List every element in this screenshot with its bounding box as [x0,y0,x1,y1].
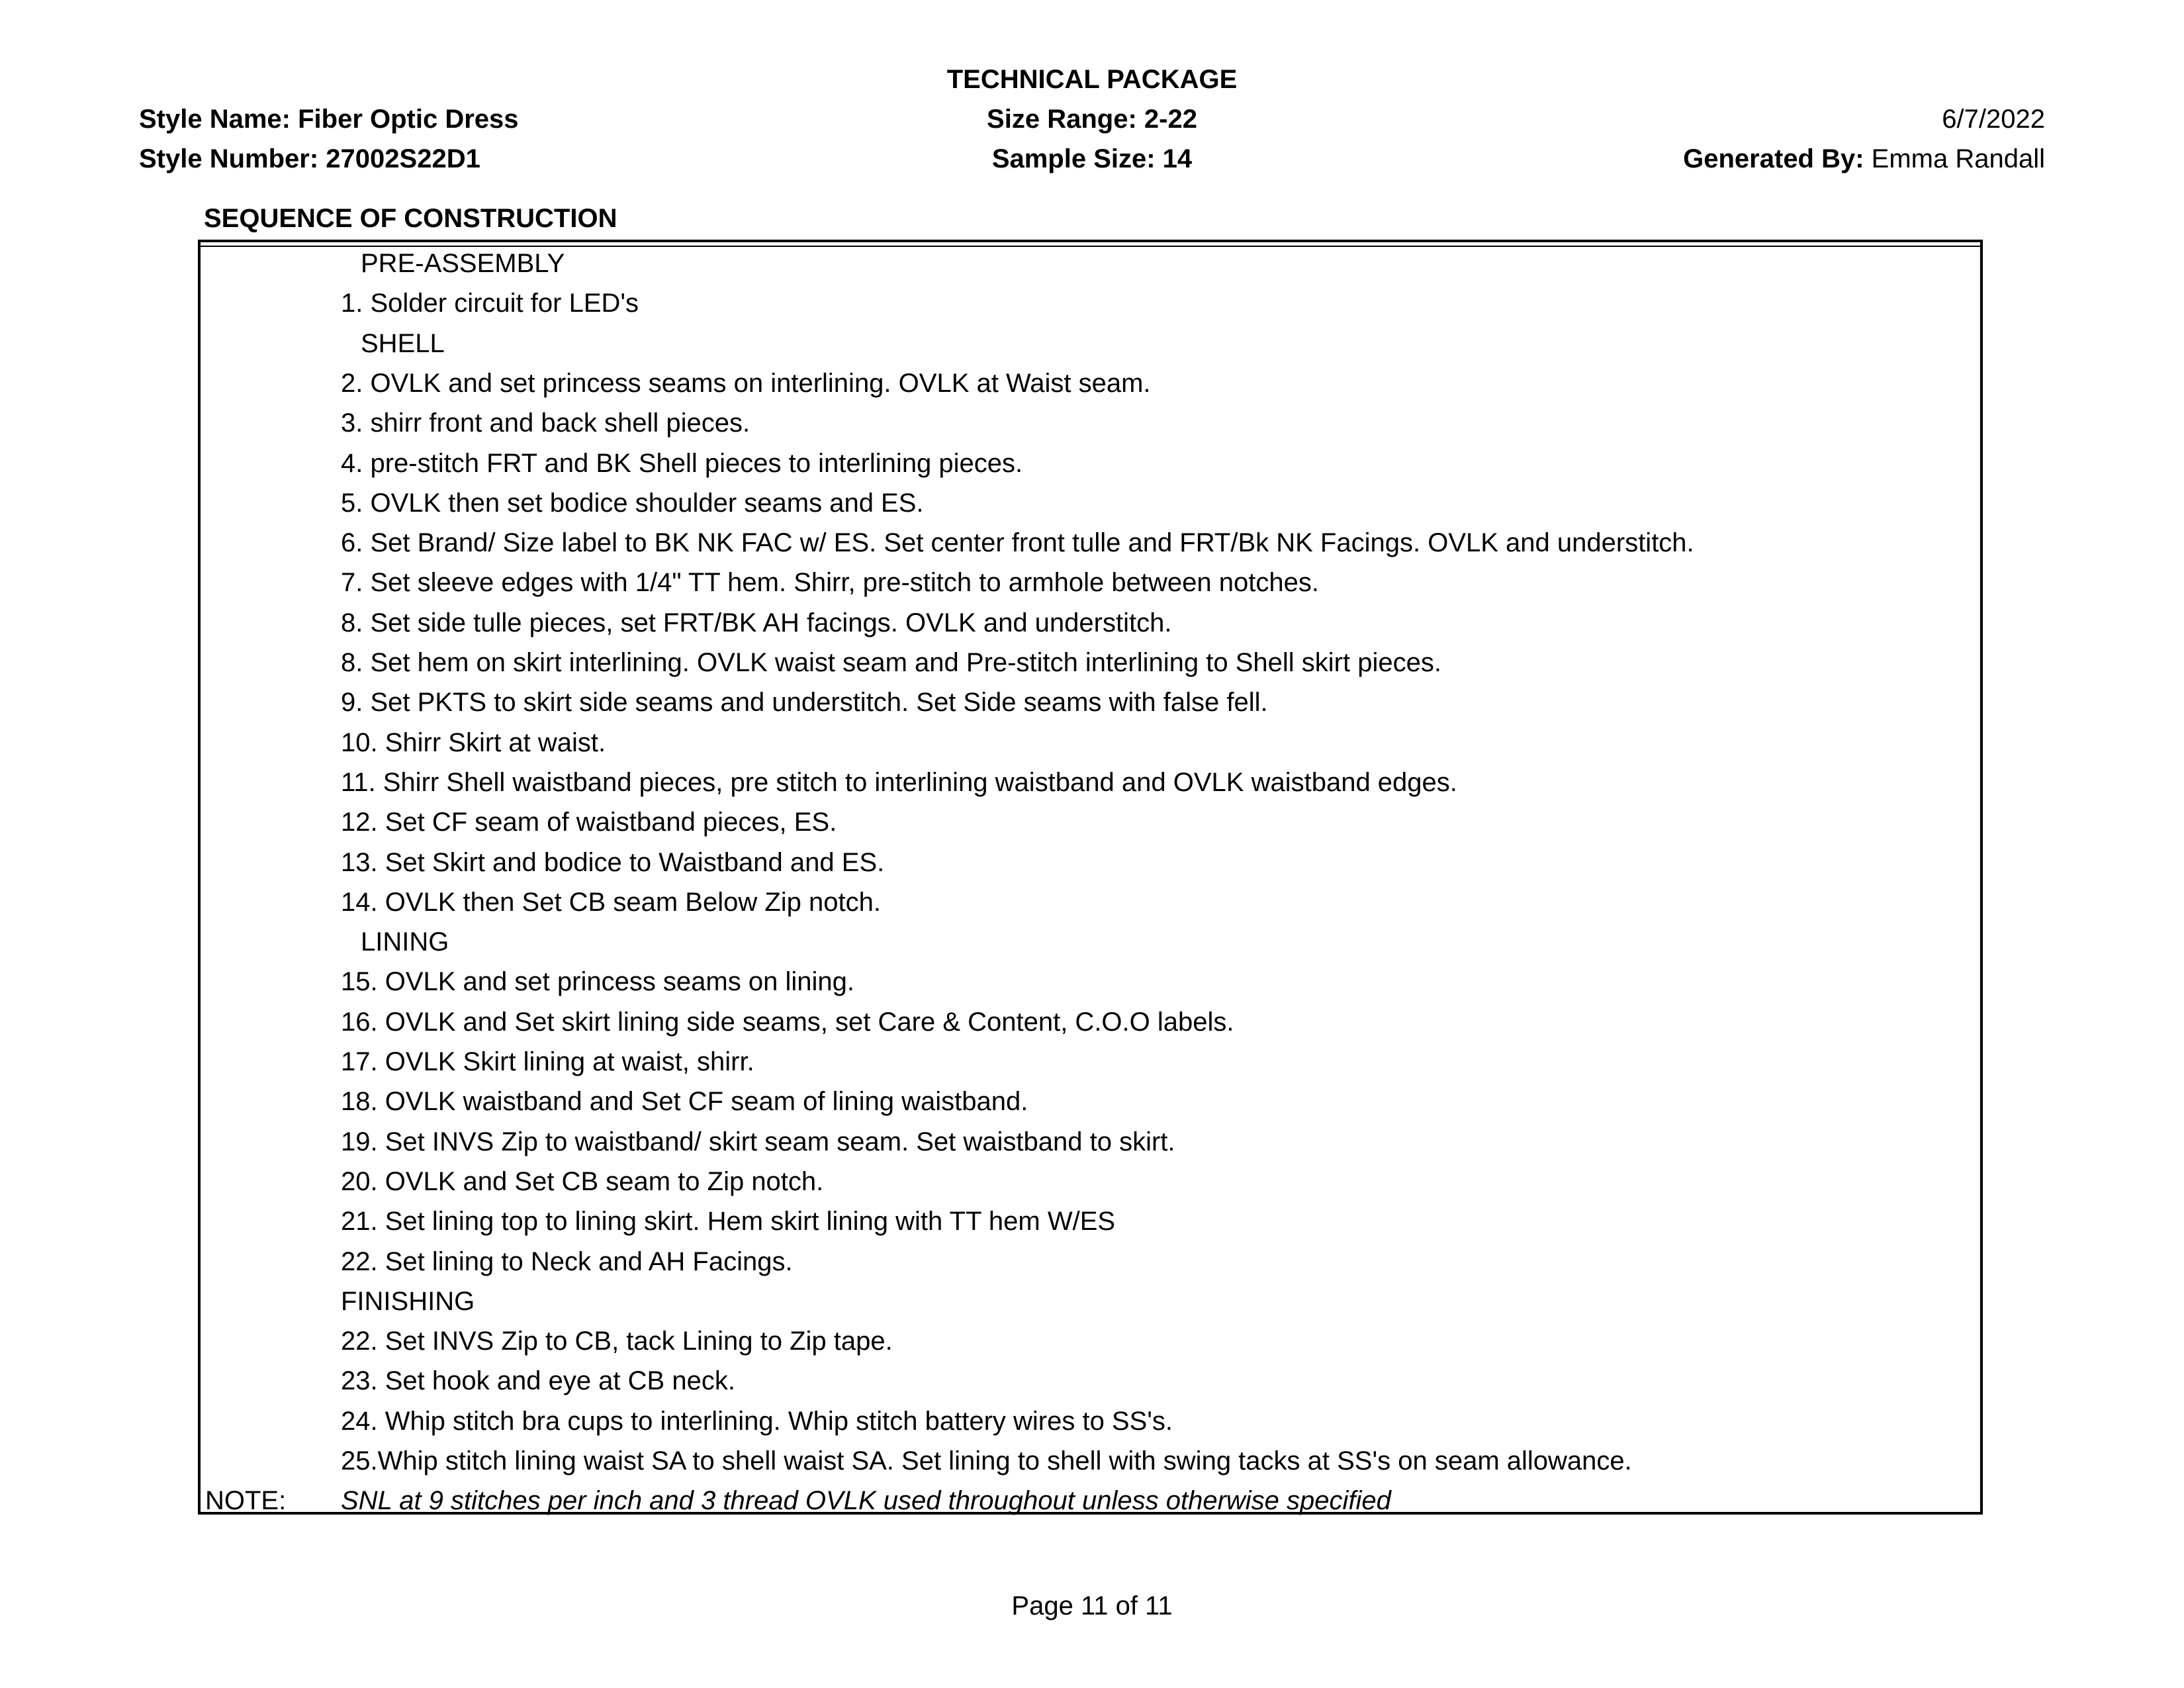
construction-step: 16. OVLK and Set skirt lining side seams, set Care & Content, C.O.O labels. [341,1007,1234,1037]
construction-step: 7. Set sleeve edges with 1/4" TT hem. Shirr, pre-stitch to armhole between notches. [341,568,1319,598]
construction-step: 5. OVLK then set bodice shoulder seams and ES. [341,488,924,518]
construction-step: 25.Whip stitch lining waist SA to shell waist SA. Set lining to shell with swing tacks at SS's on seam allowance. [341,1446,1632,1476]
document-title: TECHNICAL PACKAGE [946,65,1238,94]
construction-step: LINING [361,927,449,957]
note-text: SNL at 9 stitches per inch and 3 thread OVLK used throughout unless otherwise specified [341,1486,1391,1516]
section-title: SEQUENCE OF CONSTRUCTION [204,204,617,233]
construction-step: 23. Set hook and eye at CB neck. [341,1366,735,1396]
construction-step: 22. Set lining to Neck and AH Facings. [341,1246,793,1276]
note-label: NOTE: [205,1486,287,1516]
size-range: Size Range: 2-22 [987,105,1197,134]
construction-step: 11. Shirr Shell waistband pieces, pre stitch to interlining waistband and OVLK waistband edges. [341,767,1457,797]
construction-step: 8. Set hem on skirt interlining. OVLK waist seam and Pre-stitch interlining to Shell skirt pieces. [341,648,1441,677]
style-number: Style Number: 27002S22D1 [139,144,480,173]
construction-step: 19. Set INVS Zip to waistband/ skirt seam seam. Set waistband to skirt. [341,1127,1175,1156]
document-date: 6/7/2022 [1942,105,2045,134]
construction-step: 6. Set Brand/ Size label to BK NK FAC w/ ES. Set center front tulle and FRT/Bk NK Facings. OVLK and understitch. [341,528,1694,558]
construction-step: 4. pre-stitch FRT and BK Shell pieces to interlining pieces. [341,448,1023,478]
construction-step: 22. Set INVS Zip to CB, tack Lining to Zip tape. [341,1327,893,1356]
construction-step: 18. OVLK waistband and Set CF seam of lining waistband. [341,1087,1028,1117]
construction-step: 10. Shirr Skirt at waist. [341,727,606,757]
construction-step: 1. Solder circuit for LED's [341,289,639,318]
construction-step: 14. OVLK then Set CB seam Below Zip notch. [341,887,881,917]
construction-step: 21. Set lining top to lining skirt. Hem skirt lining with TT hem W/ES [341,1207,1116,1237]
construction-step: 3. shirr front and back shell pieces. [341,408,751,438]
construction-step: 15. OVLK and set princess seams on lining. [341,967,854,997]
sample-size: Sample Size: 14 [991,144,1193,173]
construction-step: 24. Whip stitch bra cups to interlining. Whip stitch battery wires to SS's. [341,1406,1173,1436]
style-name: Style Name: Fiber Optic Dress [139,105,519,134]
construction-step: FINISHING [341,1286,475,1316]
construction-step: 13. Set Skirt and bodice to Waistband and ES. [341,847,885,877]
construction-step: 17. OVLK Skirt lining at waist, shirr. [341,1047,754,1076]
construction-step: SHELL [361,328,445,358]
construction-step: 20. OVLK and Set CB seam to Zip notch. [341,1166,824,1196]
construction-step: PRE-ASSEMBLY [361,249,565,278]
construction-step: 9. Set PKTS to skirt side seams and understitch. Set Side seams with false fell. [341,688,1268,718]
generated-by [1522,140,2045,177]
construction-step: 2. OVLK and set princess seams on interlining. OVLK at Waist seam. [341,368,1151,398]
construction-step: 12. Set CF seam of waistband pieces, ES. [341,808,837,837]
generated-by-value: Emma Randall [1864,144,2045,173]
page-number: Page 11 of 11 [1011,1591,1173,1620]
construction-step: 8. Set side tulle pieces, set FRT/BK AH facings. OVLK and understitch. [341,608,1172,637]
generated-by-label: Generated By: [1683,144,1864,173]
